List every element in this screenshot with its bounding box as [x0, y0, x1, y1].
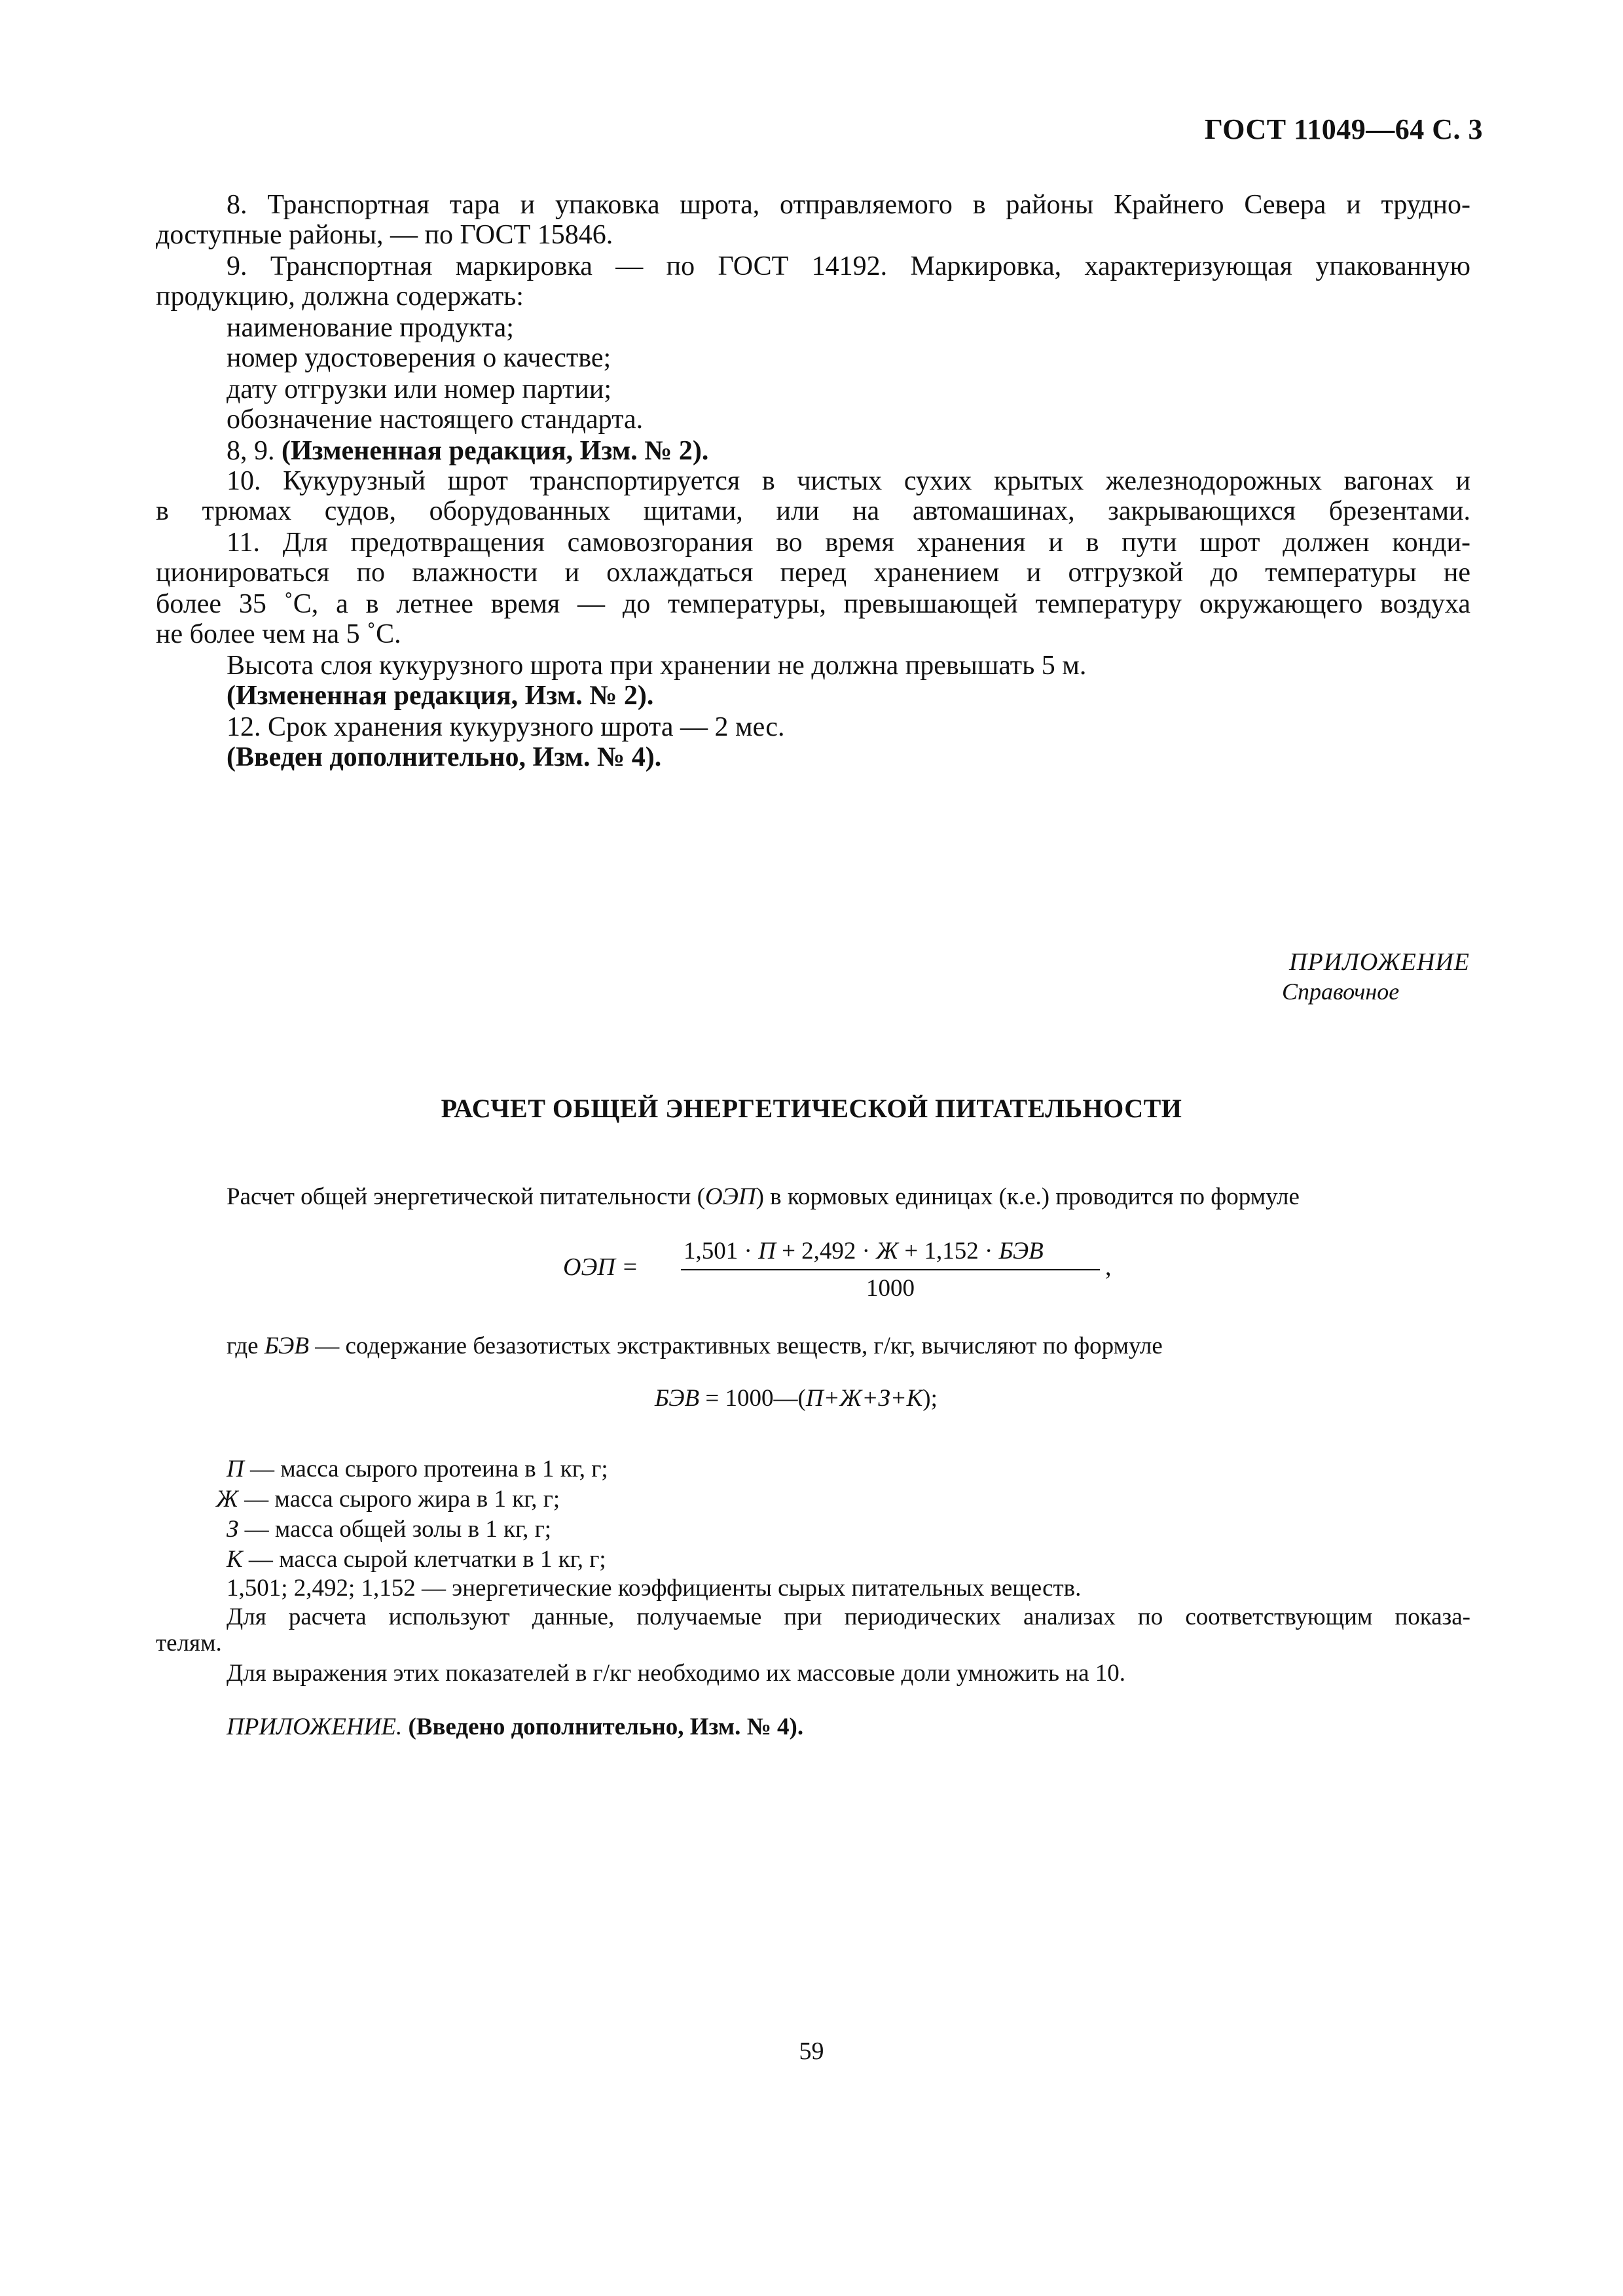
paragraph-11-line-4: не более чем на 5 ˚С.: [156, 619, 401, 649]
document-header: ГОСТ 11049—64 С. 3: [1204, 113, 1483, 145]
amendment-prefix: 8, 9.: [227, 436, 275, 466]
appendix-sublabel: Справочное: [1282, 978, 1400, 1005]
formula-fraction: [681, 1237, 1100, 1302]
paragraph-11-line-1: 11. Для предотвращения самовозгорания во время хранения и в пути шрот должен конди-: [227, 528, 1470, 558]
amendment-note-12: (Введен дополнительно, Изм. № 4).: [227, 742, 662, 772]
amendment-bold: (Измененная редакция, Изм. № 2).: [282, 436, 709, 466]
multiplier-note: Для выражения этих показателей в г/кг необходимо их массовые доли умножить на 10.: [227, 1660, 1125, 1687]
formula-comma: ,: [1105, 1253, 1112, 1281]
amendment-note-8-9: [227, 436, 1541, 466]
paragraph-10-line-1: 10. Кукурузный шрот транспортируется в чистых сухих крытых железнодорожных вагонах и: [227, 466, 1470, 496]
list-item: наименование продукта;: [227, 313, 514, 343]
formula-denominator: 1000: [866, 1275, 915, 1302]
formula-bev: БЭВ = 1000—(П+Ж+З+К);: [655, 1385, 938, 1412]
intro-abbr: ОЭП: [704, 1183, 756, 1210]
intro-text-2: ) в кормовых единицах (к.е.) проводится по формуле: [756, 1183, 1300, 1210]
where-clause: где БЭВ — содержание безазотистых экстрактивных веществ, г/кг, вычисляют по формуле: [227, 1333, 1163, 1359]
appendix-title: РАСЧЕТ ОБЩЕЙ ЭНЕРГЕТИЧЕСКОЙ ПИТАТЕЛЬНОСТИ: [441, 1094, 1182, 1123]
definition-item: Ж — масса сырого жира в 1 кг, г;: [216, 1486, 560, 1513]
list-item: обозначение настоящего стандарта.: [227, 404, 644, 435]
fraction-bar: [681, 1269, 1100, 1270]
data-note-line-1: Для расчета используют данные, получаемые при периодических анализах по соответствующим показа-: [227, 1604, 1470, 1630]
paragraph-8-line-1: 8. Транспортная тара и упаковка шрота, отправляемого в районы Крайнего Севера и трудно-: [227, 190, 1470, 220]
definition-item: П — масса сырого протеина в 1 кг, г;: [227, 1456, 608, 1482]
list-item: номер удостоверения о качестве;: [227, 343, 611, 373]
paragraph-11-height: Высота слоя кукурузного шрота при хранении не должна превышать 5 м.: [227, 651, 1087, 681]
paragraph-11-line-2: ционироваться по влажности и охлаждаться перед хранением и отгрузкой до температуры не: [156, 558, 1470, 588]
paragraph-9-line-2: продукцию, должна содержать:: [156, 281, 524, 312]
paragraph-10-line-2: в трюмах судов, оборудованных щитами, или на автомашинах, закрывающихся брезентами.: [156, 496, 1470, 526]
paragraph-11-line-3: более 35 ˚С, а в летнее время — до температуры, превышающей температуру окружающего воздуха: [156, 589, 1470, 619]
definition-item: З — масса общей золы в 1 кг, г;: [227, 1516, 552, 1543]
definition-item: К — масса сырой клетчатки в 1 кг, г;: [227, 1546, 606, 1573]
paragraph-8-line-2: доступные районы, — по ГОСТ 15846.: [156, 220, 613, 250]
intro-text: Расчет общей энергетической питательности (: [227, 1183, 705, 1210]
amendment-note-11: (Измененная редакция, Изм. № 2).: [227, 681, 654, 711]
appendix-intro: [227, 1182, 1300, 1212]
data-note-line-2: телям.: [156, 1630, 222, 1657]
page-number: 59: [799, 2037, 824, 2065]
paragraph-12: 12. Срок хранения кукурузного шрота — 2 мес.: [227, 712, 785, 742]
formula-numerator: 1,501 · П + 2,492 · Ж + 1,152 · БЭВ: [684, 1238, 1044, 1265]
formula-lhs: ОЭП =: [563, 1253, 638, 1281]
appendix-footer-note: ПРИЛОЖЕНИЕ. (Введено дополнительно, Изм. № 4).: [227, 1713, 804, 1740]
coefficients-note: 1,501; 2,492; 1,152 — энергетические коэффициенты сырых питательных веществ.: [227, 1575, 1082, 1602]
appendix-label: ПРИЛОЖЕНИЕ: [1289, 948, 1470, 976]
paragraph-9-line-1: 9. Транспортная маркировка — по ГОСТ 14192. Маркировка, характеризующая упакованную: [227, 251, 1470, 281]
list-item: дату отгрузки или номер партии;: [227, 374, 612, 404]
